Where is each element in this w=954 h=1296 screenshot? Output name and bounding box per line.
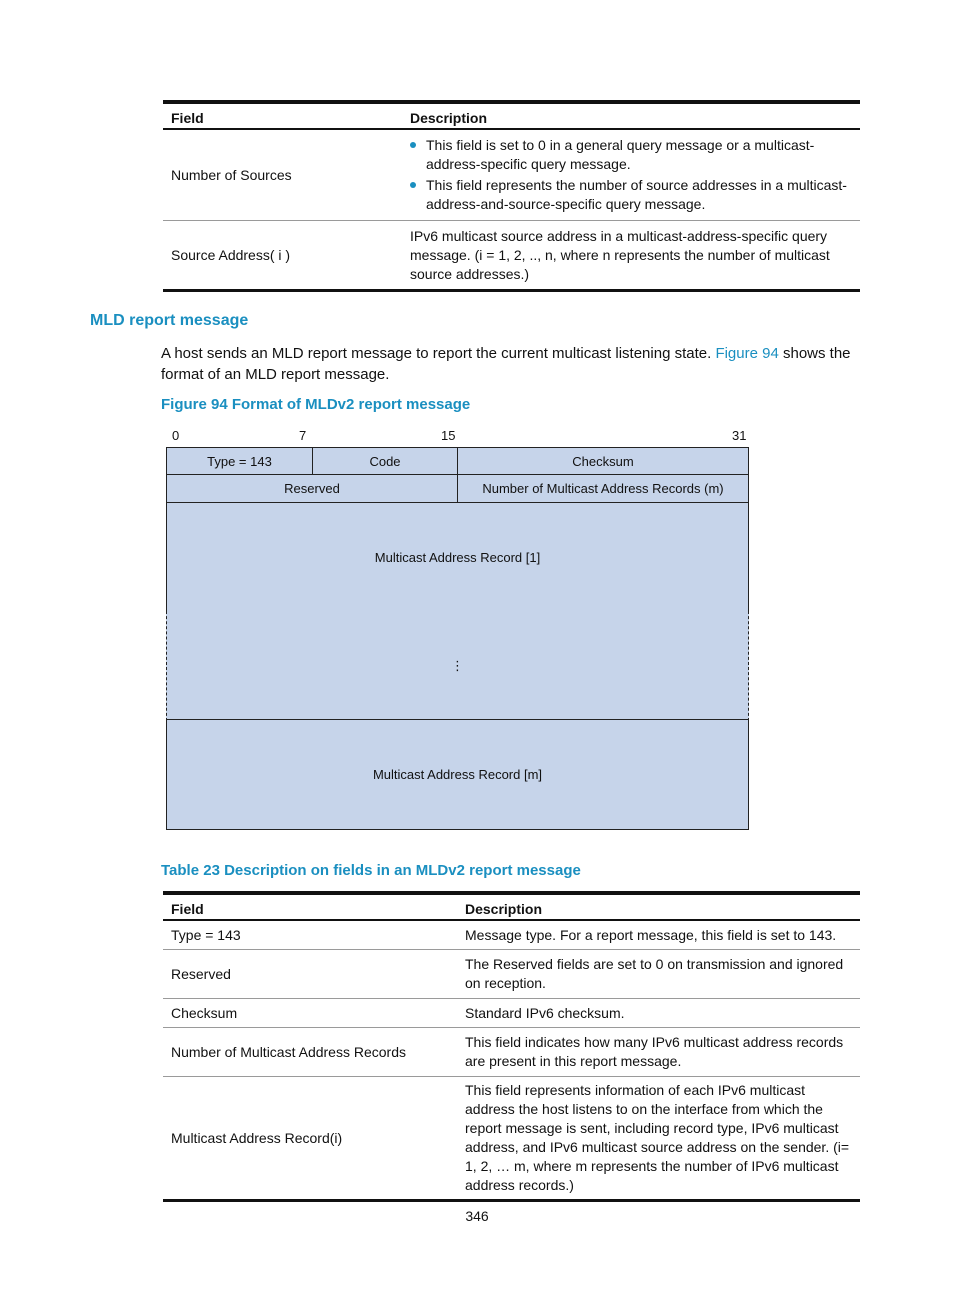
intro-paragraph xyxy=(161,343,866,385)
figure-caption: Figure 94 Format of MLDv2 report message xyxy=(161,396,471,413)
table-row xyxy=(163,1028,860,1077)
description-cell: Message type. For a report message, this field is set to 143. xyxy=(457,920,860,950)
reserved-field: Reserved xyxy=(166,474,458,503)
ellipsis-field: ⋮ xyxy=(166,611,749,721)
description-cell: Standard IPv6 checksum. xyxy=(457,999,860,1028)
table-row xyxy=(163,920,860,950)
bit-label: 7 xyxy=(299,428,307,443)
num-records-field: Number of Multicast Address Records (m) xyxy=(457,474,749,503)
bit-label: 0 xyxy=(172,428,180,443)
table-header-description: Description xyxy=(402,104,860,129)
section-heading: MLD report message xyxy=(90,312,249,329)
table-header-field: Field xyxy=(163,104,402,129)
field-cell: Source Address( i ) xyxy=(171,246,291,263)
type-field: Type = 143 xyxy=(166,447,313,475)
record-m-field: Multicast Address Record [m] xyxy=(166,719,749,830)
field-cell: Multicast Address Record(i) xyxy=(171,1129,343,1146)
description-cell xyxy=(402,129,860,221)
bit-label: 15 xyxy=(441,428,456,443)
description-cell: IPv6 multicast source address in a multicast-address-specific query message. (i = 1, 2, .., n, where n represents the number of multicast source addresses.) xyxy=(410,227,830,282)
bit-label: 31 xyxy=(732,428,747,443)
description-cell: This field indicates how many IPv6 multicast address records are present in this report message. xyxy=(457,1028,860,1077)
code-field: Code xyxy=(312,447,458,475)
query-fields-table xyxy=(163,100,860,292)
table-row xyxy=(163,129,860,221)
record-1-field: Multicast Address Record [1] xyxy=(166,502,749,612)
field-cell: Number of Sources xyxy=(163,129,402,221)
figure-link[interactable]: Figure 94 xyxy=(715,345,779,362)
table-row xyxy=(163,1077,860,1200)
bullet-item: This field is set to 0 in a general query message or a multicast-address-specific query message. xyxy=(426,136,852,174)
table-caption: Table 23 Description on fields in an MLDv2 report message xyxy=(161,862,581,879)
bullet-item: This field represents the number of source addresses in a multicast-address-and-source-specific query message. xyxy=(426,176,852,214)
field-cell: Checksum xyxy=(163,999,457,1028)
table-header-field: Field xyxy=(163,895,457,920)
page-number: 346 xyxy=(465,1208,489,1224)
description-cell: The Reserved fields are set to 0 on transmission and ignored on reception. xyxy=(457,950,860,999)
field-cell: Type = 143 xyxy=(163,920,457,950)
field-cell: Reserved xyxy=(163,950,457,999)
table-header-description: Description xyxy=(457,895,860,920)
table-row xyxy=(163,999,860,1028)
report-fields-table xyxy=(163,891,860,1202)
paragraph-text: shows the format of an MLD report message. xyxy=(161,345,851,383)
field-cell: Number of Multicast Address Records xyxy=(163,1028,457,1077)
paragraph-text: A host sends an MLD report message to report the current multicast listening state. xyxy=(161,345,716,362)
checksum-field: Checksum xyxy=(457,447,749,475)
table-row xyxy=(163,221,860,290)
table-row xyxy=(163,950,860,999)
description-cell: This field represents information of each IPv6 multicast address the host listens to on the interface from which the report message is sent, including record type, IPv6 multicast address, and IPv6 multicast source address on the sender. (i= 1, 2, … m, where m represents the number of IPv6 multicast address records.) xyxy=(465,1082,850,1193)
